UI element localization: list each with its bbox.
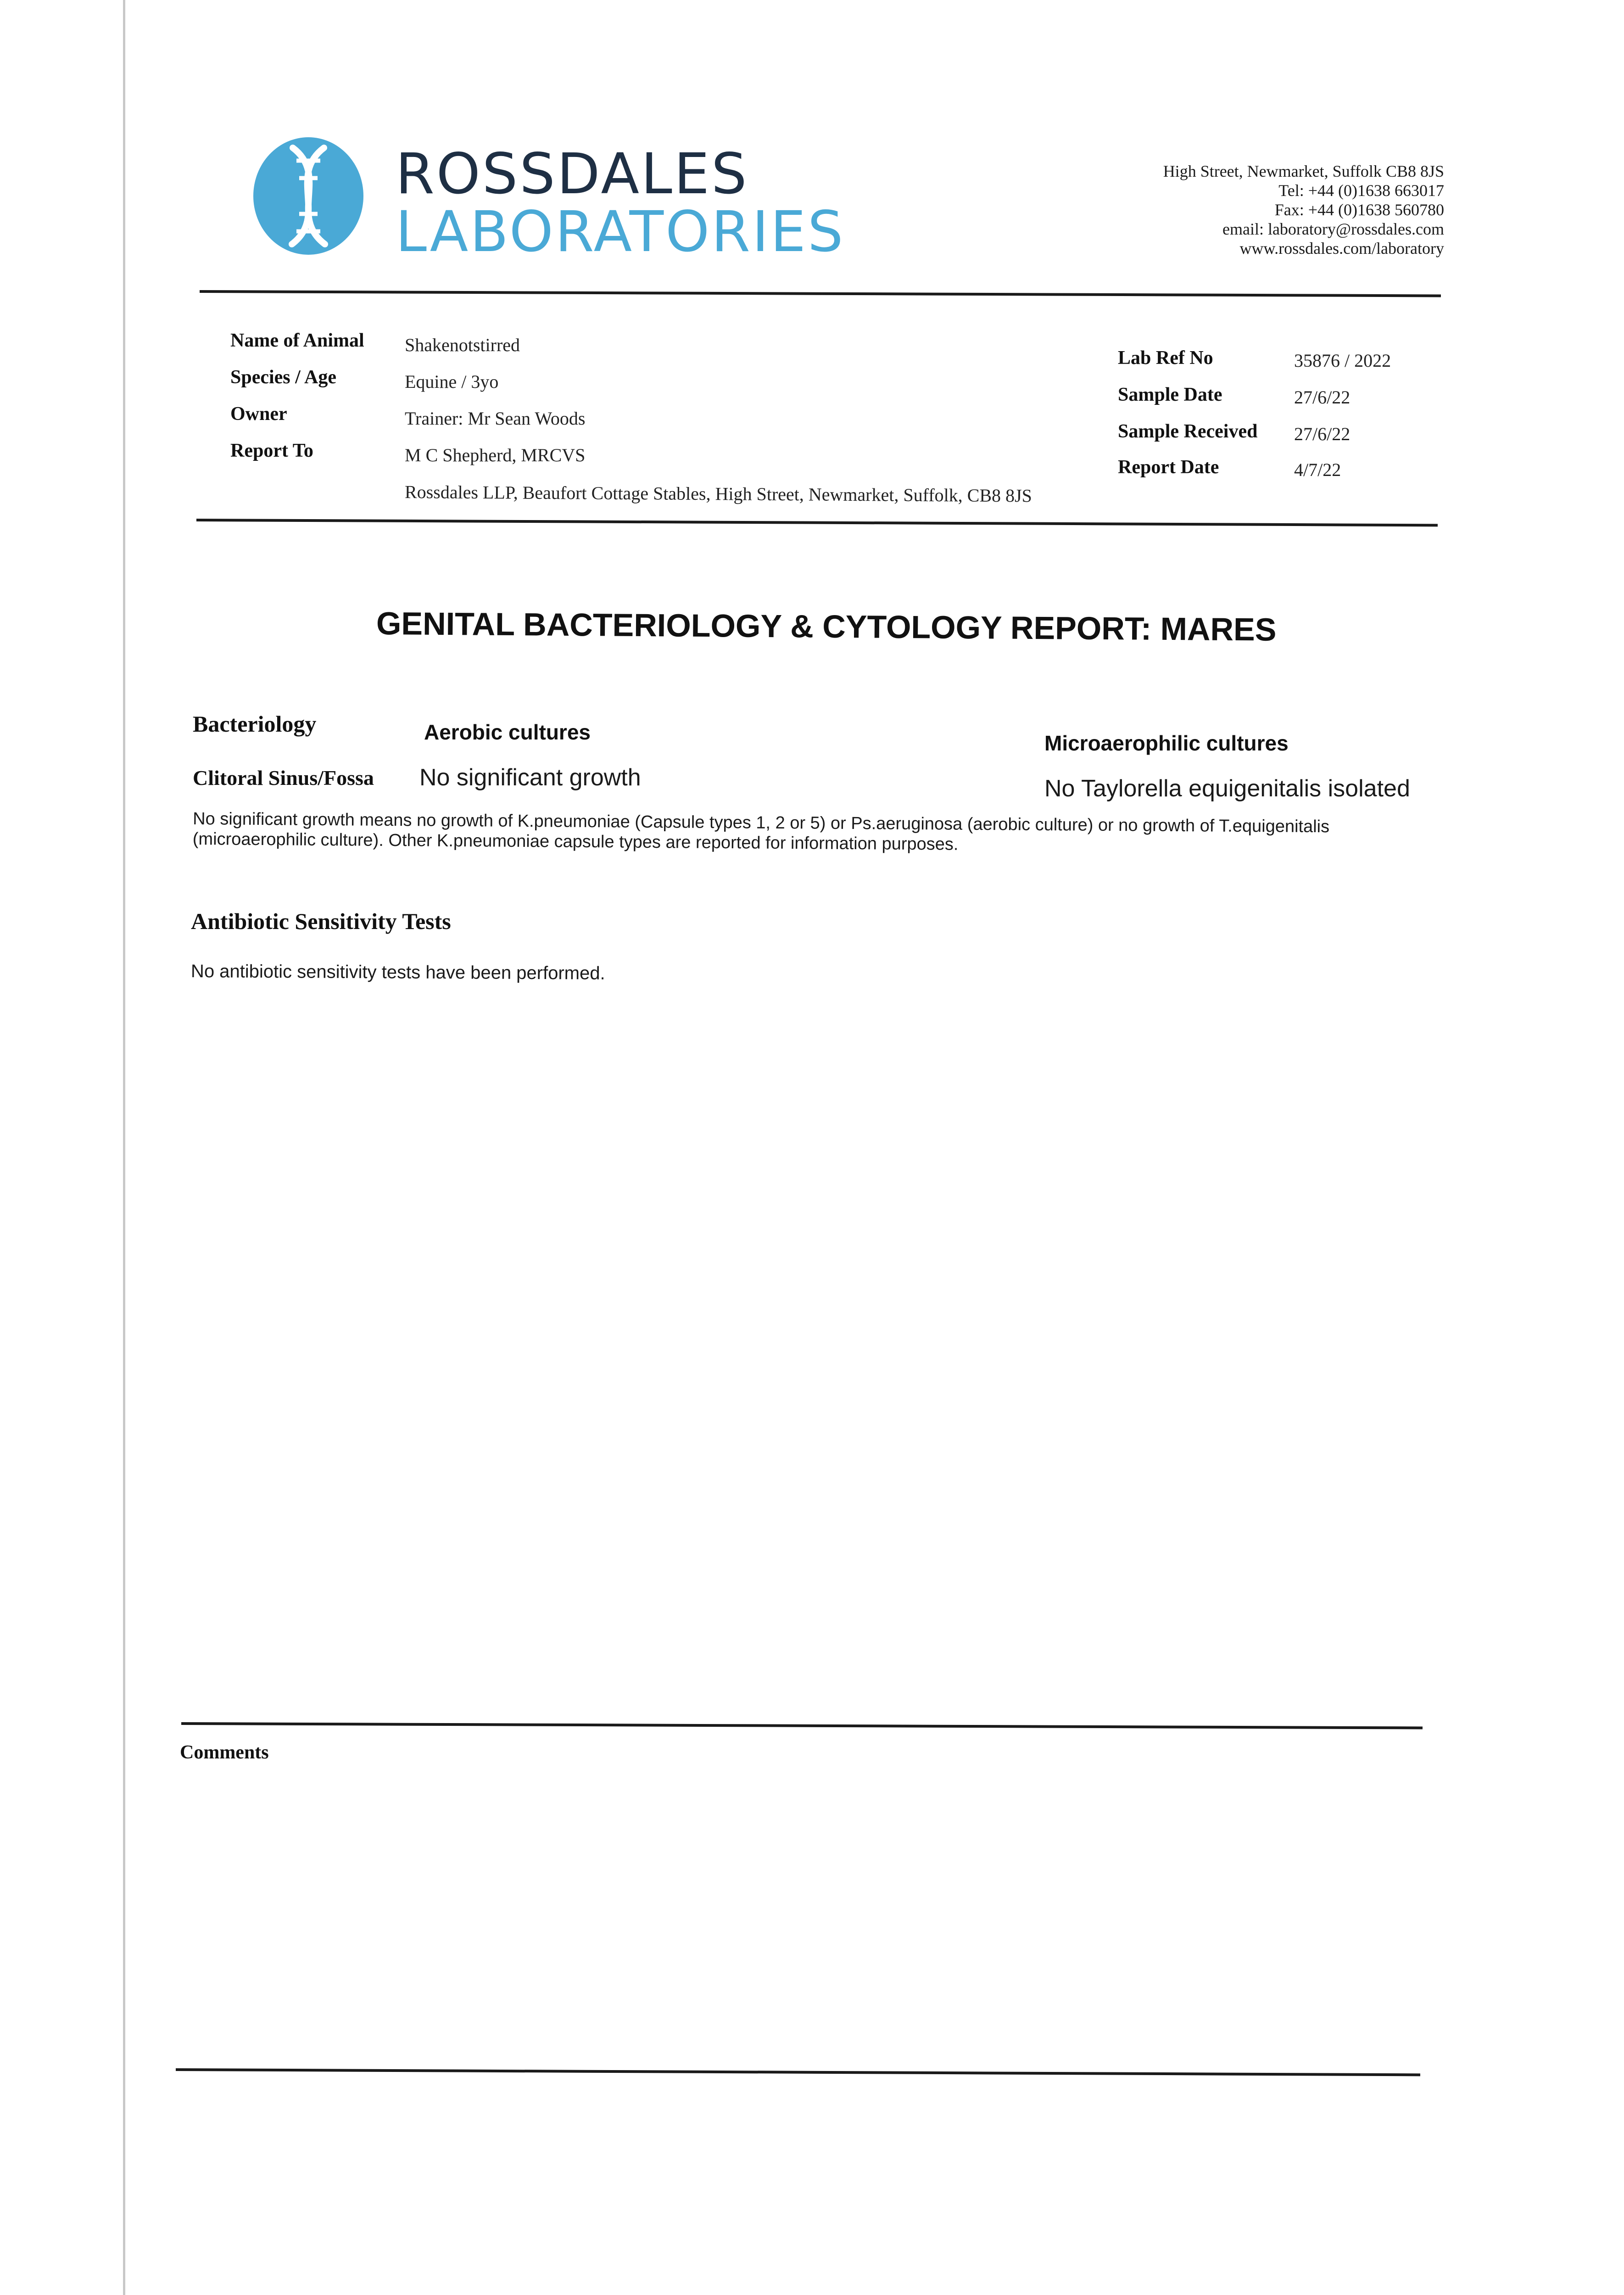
species-age-label: Species / Age — [230, 367, 336, 388]
aerobic-result: No significant growth — [419, 764, 641, 791]
brand-name-line1: ROSSDALES — [396, 141, 749, 207]
microaerophilic-cultures-heading: Microaerophilic cultures — [1044, 731, 1289, 755]
bacteriology-note — [193, 809, 1330, 857]
bacteriology-note-line2: (microaerophilic culture). Other K.pneumoniae capsule types are reported for information purposes. — [192, 829, 959, 854]
clitoral-sinus-fossa-label: Clitoral Sinus/Fossa — [193, 766, 374, 789]
bacteriology-note-line1: No significant growth means no growth of K.pneumoniae (Capsule types 1, 2 or 5) or Ps.aeruginosa (aerobic culture) or no growth of T.equigenitalis — [193, 809, 1330, 837]
report-to-address: Rossdales LLP, Beaufort Cottage Stables, High Street, Newmarket, Suffolk, CB8 8JS — [404, 481, 1032, 506]
comments-top-divider — [181, 1722, 1423, 1729]
contact-email: email: laboratory@rossdales.com — [1222, 220, 1444, 238]
details-divider — [196, 519, 1438, 526]
bacteriology-heading: Bacteriology — [193, 711, 317, 737]
contact-fax: Fax: +44 (0)1638 560780 — [1274, 201, 1444, 219]
sample-received-value: 27/6/22 — [1294, 424, 1351, 444]
lab-ref-label: Lab Ref No — [1118, 347, 1213, 369]
scan-edge — [123, 0, 125, 2295]
antibiotic-sensitivity-text: No antibiotic sensitivity tests have been performed. — [190, 961, 605, 984]
antibiotic-sensitivity-heading: Antibiotic Sensitivity Tests — [191, 908, 451, 934]
sample-date-label: Sample Date — [1118, 384, 1222, 405]
report-date-value: 4/7/22 — [1294, 459, 1341, 480]
sample-date-value: 27/6/22 — [1294, 387, 1351, 408]
brand-name-line2: LABORATORIES — [396, 199, 845, 264]
owner-label: Owner — [230, 403, 287, 425]
contact-block — [1163, 162, 1444, 258]
contact-tel: Tel: +44 (0)1638 663017 — [1278, 181, 1444, 200]
lab-ref-value: 35876 / 2022 — [1294, 350, 1391, 371]
microaerophilic-result: No Taylorella equigenitalis isolated — [1044, 775, 1410, 802]
sample-received-label: Sample Received — [1118, 421, 1258, 442]
name-of-animal-label: Name of Animal — [230, 330, 364, 351]
aerobic-cultures-heading: Aerobic cultures — [424, 720, 591, 744]
owner-value: Trainer: Mr Sean Woods — [405, 408, 586, 429]
comments-label: Comments — [180, 1742, 269, 1763]
contact-address: High Street, Newmarket, Suffolk CB8 8JS — [1163, 162, 1444, 180]
dna-helix-icon — [251, 134, 365, 258]
name-of-animal-value: Shakenotstirred — [405, 335, 520, 355]
report-title: GENITAL BACTERIOLOGY & CYTOLOGY REPORT: MARES — [376, 605, 1277, 648]
header-divider — [200, 290, 1441, 297]
contact-website: www.rossdales.com/laboratory — [1239, 239, 1444, 257]
report-to-value: M C Shepherd, MRCVS — [405, 445, 586, 465]
report-to-label: Report To — [230, 440, 313, 461]
report-date-label: Report Date — [1118, 457, 1219, 478]
species-age-value: Equine / 3yo — [405, 371, 499, 392]
comments-bottom-divider — [176, 2068, 1420, 2076]
